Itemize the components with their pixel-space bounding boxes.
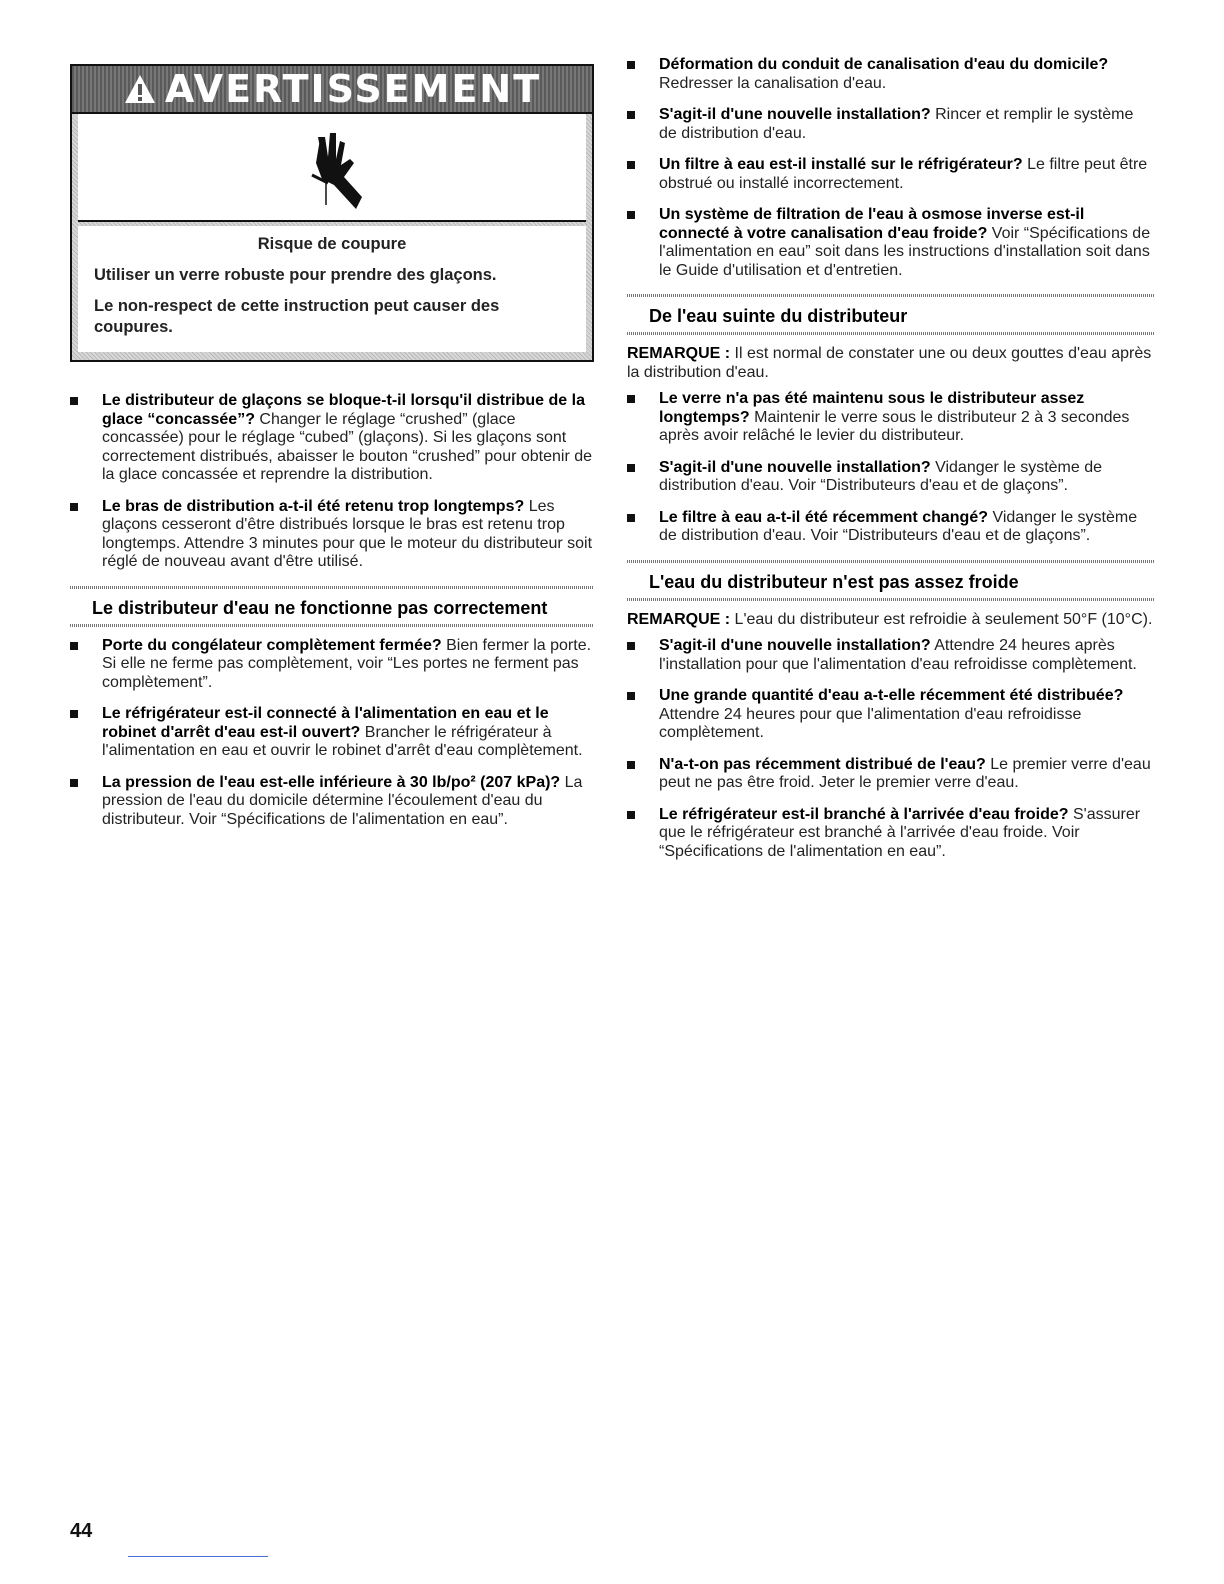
bullet-icon — [627, 761, 635, 769]
left-top-list — [70, 392, 594, 572]
bullet-icon — [627, 61, 635, 69]
bullet-icon — [627, 395, 635, 403]
list-item: Un système de filtration de l'eau à osmose inverse est-il connecté à votre canalisation d'eau froide? Voir “Spécifications de l'alimentation en eau” soit dans les instructions d'installation soit dans le Guide d'utilisation et d'entretien. — [627, 206, 1155, 280]
list-item: Le verre n'a pas été maintenu sous le distributeur assez longtemps? Maintenir le verre sous le distributeur 2 à 3 secondes après avoir relâché le levier du distributeur. — [627, 390, 1155, 446]
bullet-icon — [627, 161, 635, 169]
cut-hand-icon — [292, 119, 372, 215]
bullet-icon — [70, 503, 78, 511]
warning-header — [72, 66, 592, 114]
warning-risk: Risque de coupure — [257, 235, 407, 253]
bullet-icon — [70, 710, 78, 718]
list-item: Le filtre à eau a-t-il été récemment changé? Vidanger le système de distribution d'eau. Voir “Distributeurs d'eau et de glaçons”. — [627, 509, 1155, 546]
list-item: Une grande quantité d'eau a-t-elle récemment été distribuée? Attendre 24 heures pour que l'alimentation d'eau refroidisse complètement. — [627, 687, 1155, 743]
note: REMARQUE : L'eau du distributeur est refroidie à seulement 50°F (10°C). — [627, 610, 1153, 628]
warning-instruction: Utiliser un verre robuste pour prendre des glaçons. — [94, 266, 497, 284]
list-item: Le bras de distribution a-t-il été retenu trop longtemps? Les glaçons cesseront d'être distribués lorsque le bras est retenu trop longtemps. Attendre 3 minutes pour que le moteur du distributeur soit réglé de nouveau avant d'être utilisé. — [70, 498, 594, 572]
list-item: La pression de l'eau est-elle inférieure à 30 lb/po² (207 kPa)? La pression de l'eau du domicile détermine l'écoulement d'eau du distributeur. Voir “Spécifications de l'alimentation en eau”. — [70, 774, 594, 830]
section-heading: Le distributeur d'eau ne fonctionne pas correctement — [70, 586, 594, 625]
list-item: N'a-t-on pas récemment distribué de l'eau? Le premier verre d'eau peut ne pas être froid. Jeter le premier verre d'eau. — [627, 756, 1155, 793]
warning-title: AVERTISSEMENT — [123, 67, 541, 111]
list-item: Un filtre à eau est-il installé sur le réfrigérateur? Le filtre peut être obstrué ou installé incorrectement. — [627, 156, 1155, 193]
list-item: Déformation du conduit de canalisation d'eau du domicile? Redresser la canalisation d'eau. — [627, 56, 1155, 93]
list-item: Porte du congélateur complètement fermée? Bien fermer la porte. Si elle ne ferme pas complètement, voir “Les portes ne ferment pas complètement”. — [70, 637, 594, 693]
section-heading: L'eau du distributeur n'est pas assez froide — [627, 560, 1155, 599]
bullet-icon — [627, 514, 635, 522]
bullet-icon — [627, 642, 635, 650]
bullet-icon — [627, 211, 635, 219]
bullet-icon — [70, 779, 78, 787]
footer-divider — [128, 1556, 268, 1557]
right-column — [627, 56, 1155, 874]
list-item: Le distributeur de glaçons se bloque-t-il lorsqu'il distribue de la glace “concassée”? Changer le réglage “crushed” (glace concassée) pour le réglage “cubed” (glaçons). Si les glaçons sont correctement distribués, abaisser le bouton “crushed” pour obtenir de la glace concassée et reprendre la distribution. — [70, 392, 594, 485]
right-section2-list — [627, 637, 1155, 861]
note: REMARQUE : Il est normal de constater une ou deux gouttes d'eau après la distribution d'eau. — [627, 345, 1152, 381]
warning-triangle-icon — [123, 73, 157, 105]
warning-consequence: Le non-respect de cette instruction peut causer des coupures. — [94, 297, 500, 336]
warning-pictogram — [78, 114, 586, 222]
list-item: S'agit-il d'une nouvelle installation? Vidanger le système de distribution d'eau. Voir “Distributeurs d'eau et de glaçons”. — [627, 459, 1155, 496]
bullet-icon — [70, 397, 78, 405]
list-item: S'agit-il d'une nouvelle installation? Attendre 24 heures après l'installation pour que l'alimentation d'eau refroidisse complètement. — [627, 637, 1155, 674]
left-column — [70, 56, 594, 842]
bullet-icon — [627, 464, 635, 472]
warning-body — [78, 226, 586, 352]
list-item: S'agit-il d'une nouvelle installation? Rincer et remplir le système de distribution d'eau. — [627, 106, 1155, 143]
bullet-icon — [627, 111, 635, 119]
left-section-list — [70, 637, 594, 830]
bullet-icon — [70, 642, 78, 650]
right-top-list — [627, 56, 1155, 280]
right-section1-list — [627, 390, 1155, 546]
bullet-icon — [627, 692, 635, 700]
warning-box — [70, 64, 594, 362]
list-item: Le réfrigérateur est-il branché à l'arrivée d'eau froide? S'assurer que le réfrigérateur est branché à l'arrivée d'eau froide. Voir “Spécifications de l'alimentation en eau”. — [627, 806, 1155, 862]
bullet-icon — [627, 811, 635, 819]
page-number: 44 — [70, 1520, 93, 1542]
section-heading: De l'eau suinte du distributeur — [627, 294, 1155, 333]
list-item: Le réfrigérateur est-il connecté à l'alimentation en eau et le robinet d'arrêt d'eau est-il ouvert? Brancher le réfrigérateur à l'alimentation en eau et ouvrir le robinet d'arrêt d'eau complètement. — [70, 705, 594, 761]
